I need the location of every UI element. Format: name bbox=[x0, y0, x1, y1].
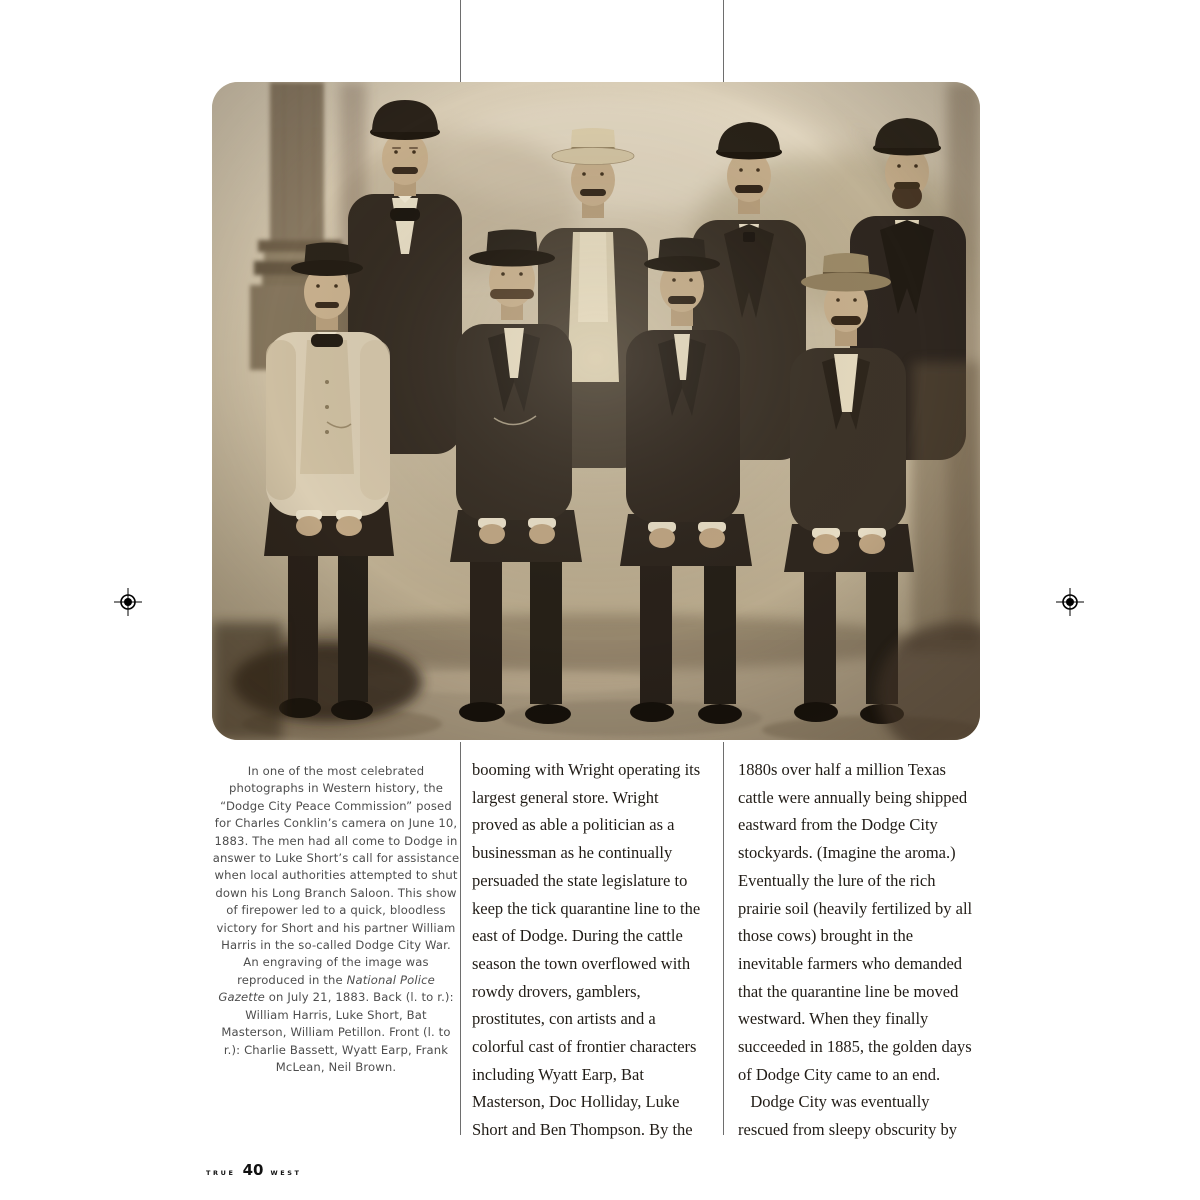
photo-illustration bbox=[212, 82, 980, 740]
text-line: keep the tick quarantine line to the bbox=[472, 898, 701, 918]
page-number: 40 bbox=[242, 1161, 264, 1179]
text-line: businessman as he continually bbox=[472, 843, 673, 863]
text-line: those cows) brought in the bbox=[738, 926, 914, 946]
column-rule-bottom-left bbox=[460, 742, 461, 1135]
photo-vignette bbox=[212, 82, 980, 740]
text-line: prostitutes, con artists and a bbox=[472, 1009, 656, 1029]
text-line: of Dodge City came to an end. bbox=[738, 1064, 941, 1084]
column-rule-top-left bbox=[460, 0, 461, 82]
registration-mark-icon bbox=[113, 587, 143, 617]
text-line: proved as able a politician as a bbox=[472, 815, 675, 835]
text-line: colorful cast of frontier characters bbox=[472, 1037, 697, 1057]
text-line: that the quarantine line be moved bbox=[738, 981, 959, 1001]
text-line: inevitable farmers who demanded bbox=[738, 953, 963, 973]
column-rule-top-right bbox=[723, 0, 724, 82]
text-line: east of Dodge. During the cattle bbox=[472, 926, 683, 946]
text-line: largest general store. Wright bbox=[472, 787, 659, 807]
text-line: rescued from sleepy obscurity by bbox=[738, 1120, 958, 1140]
text-line: Short and Ben Thompson. By the bbox=[472, 1120, 693, 1140]
body-column-middle bbox=[472, 756, 728, 1144]
magazine-name-right: WEST bbox=[270, 1169, 302, 1177]
caption-text-after: on July 21, 1883. Back (l. to r.): William Harris, Luke Short, Bat Masterson, William Petillon. Front (l. to r.): Charlie Bassett, Wyatt Earp, Frank McLean, Neil Brown. bbox=[221, 990, 454, 1074]
text-line: Eventually the lure of the rich bbox=[738, 870, 936, 890]
text-line: persuaded the state legislature to bbox=[472, 870, 688, 890]
text-line: Dodge City was eventually bbox=[738, 1092, 930, 1112]
text-line: rowdy drovers, gamblers, bbox=[472, 981, 641, 1001]
body-column-right bbox=[738, 756, 994, 1144]
text-line: westward. When they finally bbox=[738, 1009, 929, 1029]
text-line: stockyards. (Imagine the aroma.) bbox=[738, 843, 956, 863]
caption-italic-title: National Police Gazette bbox=[218, 972, 435, 1005]
text-line: 1880s over half a million Texas bbox=[738, 760, 946, 779]
magazine-name-left: TRUE bbox=[206, 1169, 236, 1177]
text-line: succeeded in 1885, the golden days bbox=[738, 1037, 972, 1057]
page-footer bbox=[206, 1161, 302, 1179]
text-line: including Wyatt Earp, Bat bbox=[472, 1064, 644, 1084]
registration-mark-icon bbox=[1055, 587, 1085, 617]
text-line: Masterson, Doc Holliday, Luke bbox=[472, 1092, 680, 1112]
text-line: eastward from the Dodge City bbox=[738, 815, 938, 835]
caption-text-before: In one of the most celebrated photographs in Western history, the “Dodge City Peace Commission” posed for Charles Conklin’s camera on June 10, 1883. The men had all come to Dodge in answer to Luke Short’s call for assistance when local authorities attempted to shut down his Long Branch Saloon. This show of firepower led to a quick, bloodless victory for Short and his partner William Harris in the so-called Dodge City War. An engraving of the image was reproduced in the bbox=[212, 764, 460, 987]
photo-caption bbox=[212, 763, 460, 1076]
text-line: booming with Wright operating its bbox=[472, 760, 701, 779]
text-line: cattle were annually being shipped bbox=[738, 787, 968, 807]
text-line: prairie soil (heavily fertilized by all bbox=[738, 898, 973, 918]
peace-commission-photo bbox=[212, 82, 980, 740]
text-line: season the town overflowed with bbox=[472, 953, 691, 973]
